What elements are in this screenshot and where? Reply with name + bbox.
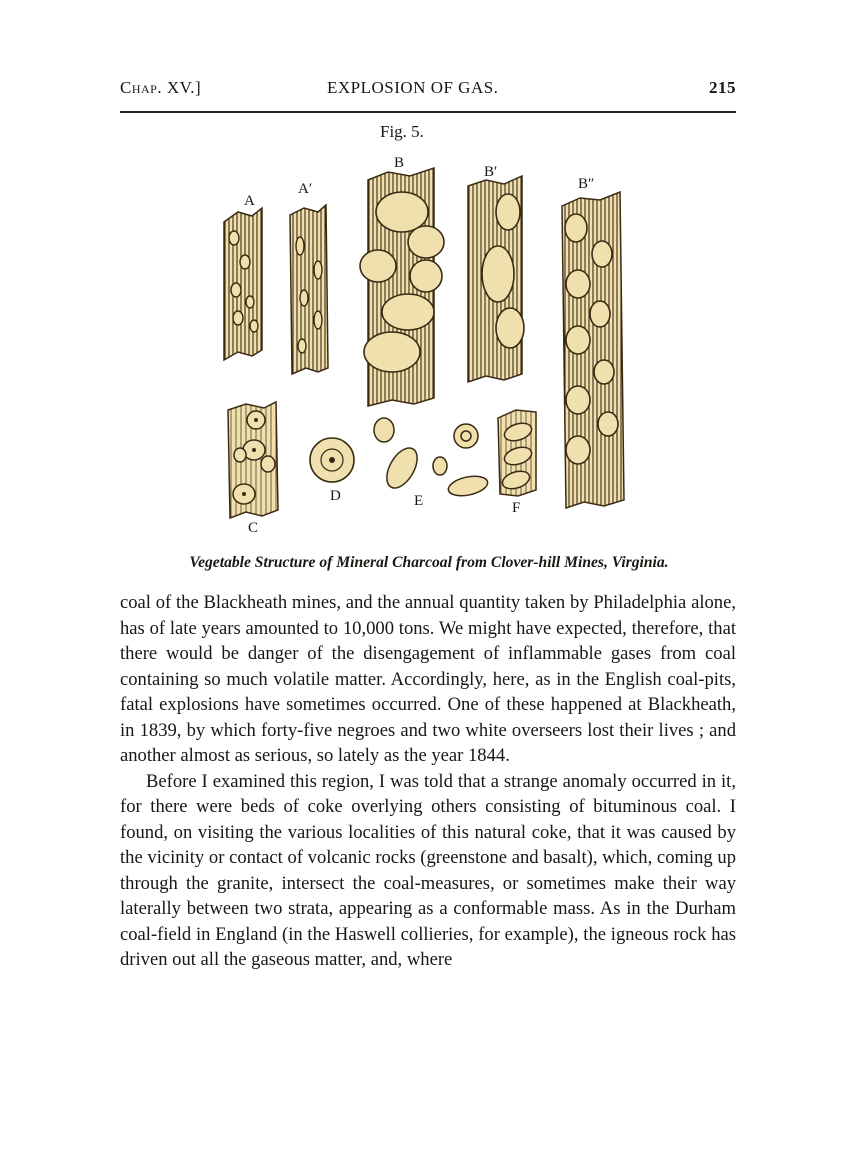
figure-caption: Vegetable Structure of Mineral Charcoal from Clover-hill Mines, Virginia. bbox=[189, 554, 669, 571]
paragraph-1: coal of the Blackheath mines, and the annual quantity taken by Philadelphia alone, has of late years amounted to 10,000 tons. We might have expected, therefore, that there would be danger of the disengagement of inflammable gases from coal containing so much volatile matter. Accordingly, here, as in the English coal-pits, fatal explosions have sometimes occurred. One of these happened at Blackheath, in 1839, by which forty-five negroes and two white overseers lost their lives ; and another almost as serious, so lately as the year 1844. bbox=[120, 592, 736, 766]
page-number: 215 bbox=[709, 78, 736, 97]
specimen-a bbox=[224, 208, 262, 360]
label-c: C bbox=[248, 520, 259, 536]
running-title: EXPLOSION OF GAS. bbox=[327, 78, 499, 97]
label-b: B bbox=[394, 155, 405, 171]
label-d: D bbox=[330, 488, 341, 504]
label-e: E bbox=[414, 493, 424, 509]
label-b-prime: B′ bbox=[484, 164, 498, 180]
paragraph-2: Before I examined this region, I was told that a strange anomaly occurred in it, for there were beds of coke overlying others consisting of bituminous coal. I found, on visiting the various localities of this natural coke, that it was caused by the vicinity or contact of volcanic rocks (greenstone and basalt), which, coming up through the granite, intersect the coal-measures, or sometimes make their way laterally between two strata, appearing as a conformable mass. As in the Durham coal-field in England (in the Haswell collieries, for example), the igneous rock has driven out all the gaseous matter, and, where bbox=[120, 770, 736, 970]
specimen-f bbox=[498, 410, 536, 496]
specimen-b-prime bbox=[468, 176, 524, 382]
specimen-b bbox=[360, 168, 444, 406]
label-a-prime: A′ bbox=[298, 181, 313, 197]
specimen-c bbox=[228, 402, 278, 518]
label-f: F bbox=[512, 500, 521, 516]
specimen-b-double-prime bbox=[562, 192, 624, 508]
figure-label: Fig. 5. bbox=[380, 122, 424, 141]
chapter-label: Chap. XV.] bbox=[120, 78, 202, 97]
specimen-d bbox=[310, 438, 354, 482]
label-b-double-prime: B″ bbox=[578, 176, 595, 192]
specimen-e bbox=[374, 418, 489, 499]
body-text bbox=[120, 590, 736, 973]
charcoal-figure bbox=[0, 0, 850, 560]
specimen-a-prime bbox=[290, 205, 328, 374]
label-a: A bbox=[244, 193, 255, 209]
